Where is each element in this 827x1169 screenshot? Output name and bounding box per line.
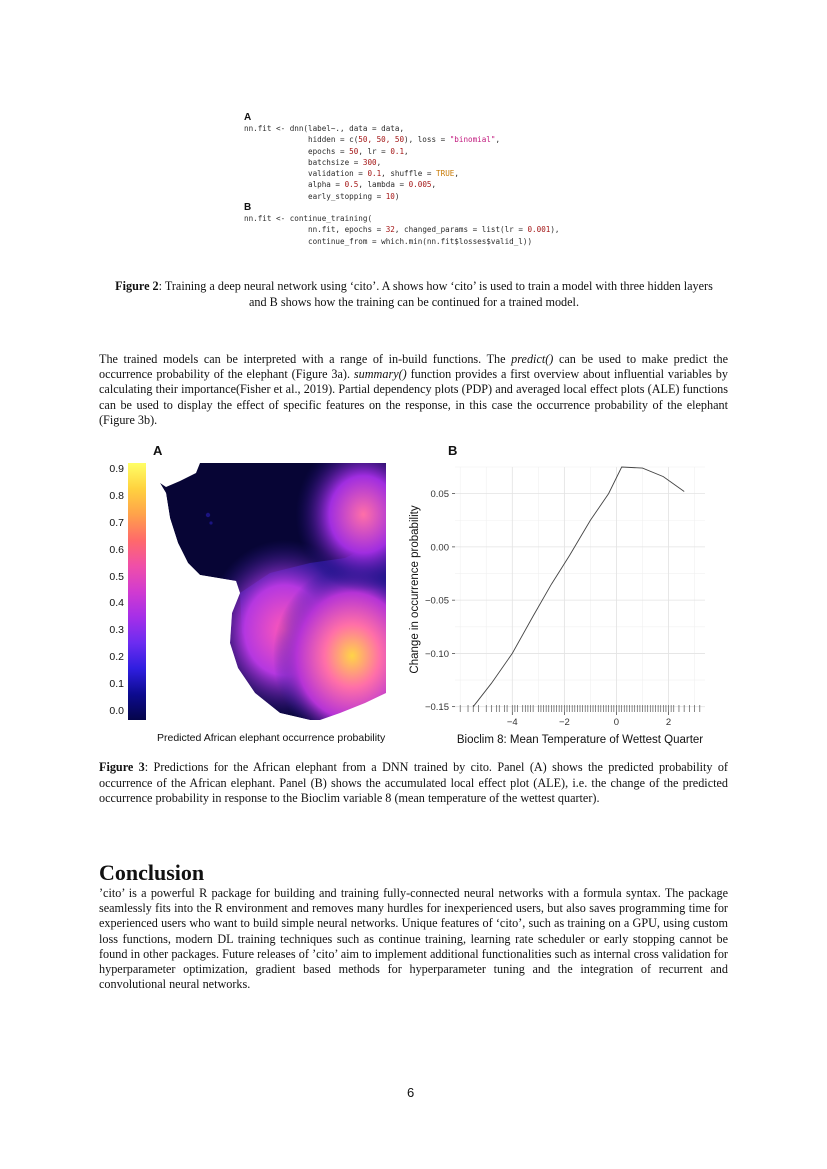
colorbar-tick-label: 0.5 (109, 570, 124, 583)
function-name: predict() (511, 352, 554, 366)
figure-3-label: Figure 3 (99, 760, 145, 774)
y-tick-label: −0.05 (424, 595, 449, 607)
africa-map-svg (160, 463, 386, 720)
function-name: summary() (353, 367, 407, 382)
figure-3-caption-text: : Predictions for the African elephant from a DNN trained by cito. Panel (A) shows the predicted probability of occurrence of the African elephant. Panel (B) shows the accumulated local effect plot (ALE), i.e. the change of the predicted occurrence probability in response to the Bioclim variable 8 (mean temperature of the wettest quarter). (99, 760, 728, 805)
colorbar-tick-label: 0.4 (109, 597, 124, 610)
x-tick-label: 0 (613, 717, 620, 728)
figure-2-caption (110, 279, 718, 310)
code-line: hidden = c(50, 50, 50), loss = "binomial", (244, 135, 501, 145)
colorbar-gradient (128, 463, 146, 720)
colorbar-tick-label: 0.3 (109, 624, 124, 637)
code-line: nn.fit, epochs = 32, changed_params = list(lr = 0.001), (244, 225, 560, 235)
figure-3-caption (99, 760, 728, 807)
x-axis-label: Bioclim 8: Mean Temperature of Wettest Quarter (456, 734, 704, 746)
y-tick-label: −0.15 (424, 702, 449, 714)
panel-label-b: B (448, 443, 458, 458)
colorbar (128, 463, 146, 720)
colorbar-tick-label: 0.8 (109, 489, 124, 502)
code-line: validation = 0.1, shuffle = TRUE, (244, 169, 459, 179)
paragraph-text: function provides a first overview about influential variables by calculating their importance(Fisher et al., 2019). Partial dependency plots (PDP) and averaged local effect plots (ALE) functions can be used to display the effect of specific features on the response, in this case the occurrence probability of the elephant (Figure 3b). (99, 367, 728, 427)
code-label-a: A (244, 112, 252, 123)
section-heading: Conclusion (99, 860, 205, 885)
code-line: epochs = 50, lr = 0.1, (244, 146, 409, 156)
panel-label-a: A (153, 443, 163, 458)
figure-2-label: Figure 2 (115, 279, 159, 293)
figure-2-caption-text: : Training a deep neural network using ‘cito’. A shows how ‘cito’ is used to train a model with three hidden layers and B shows how the training can be continued for a trained model. (158, 279, 713, 309)
colorbar-tick-label: 0.7 (109, 516, 124, 529)
map-xlabel: Predicted African elephant occurrence probability (157, 732, 386, 744)
colorbar-tick-label: 0.1 (109, 678, 124, 691)
code-line: batchsize = 300, (244, 157, 382, 167)
code-figure (244, 112, 664, 247)
code-label-b: B (244, 202, 252, 214)
colorbar-tick-label: 0.2 (109, 651, 124, 664)
plot-background (455, 467, 705, 712)
paragraph-text: can be used to make predict the occurrence probability of the elephant (Figure 3a). (99, 352, 728, 382)
code-line: early_stopping = 10) (244, 191, 400, 201)
x-tick-label: −4 (506, 717, 518, 728)
x-tick-label: 2 (665, 717, 672, 728)
body-paragraph (99, 352, 728, 428)
code-line: continue_from = which.min(nn.fit$losses$valid_l)) (244, 236, 533, 246)
conclusion-paragraph: ’cito’ is a powerful R package for building and training fully-connected neural networks with a formula syntax. The package seamlessly fits into the R environment and removes many hurdles for inexperienced users, but also saves programming time for experienced users who want to build simple neural networks. Unique features of ‘cito’, such as training on a GPU, using custom loss functions, modern DL training techniques such as continue training, learning rate scheduler or early stopping cannot be found in other packages. Future releases of ’cito’ aim to implement additional functionalities such as internal cross validation for hyperparameter optimization, gradient based methods for hyperparameter tuning and the integration of recurrent and convolutional neural networks. (99, 886, 728, 992)
colorbar-ticks (96, 460, 126, 720)
page-number: 6 (407, 1085, 415, 1100)
y-tick-label: −0.10 (424, 648, 449, 660)
ale-chart (400, 455, 720, 750)
code-line: nn.fit <- continue_training( (244, 214, 373, 224)
x-tick-label: −2 (558, 717, 570, 728)
code-line: nn.fit <- dnn(label~., data = data, (244, 124, 405, 133)
occurrence-map (160, 463, 386, 720)
y-tick-label: 0.05 (430, 489, 449, 501)
colorbar-tick-label: 0.6 (109, 543, 124, 556)
y-axis-label: Change in occurrence probability (409, 505, 421, 674)
y-tick-label: 0.00 (430, 542, 449, 554)
colorbar-tick-label: 0.9 (109, 463, 124, 475)
code-line: alpha = 0.5, lambda = 0.005, (244, 180, 437, 190)
colorbar-tick-label: 0.0 (109, 705, 124, 717)
paragraph-text: The trained models can be interpreted with a range of in-build functions. The (99, 352, 512, 366)
